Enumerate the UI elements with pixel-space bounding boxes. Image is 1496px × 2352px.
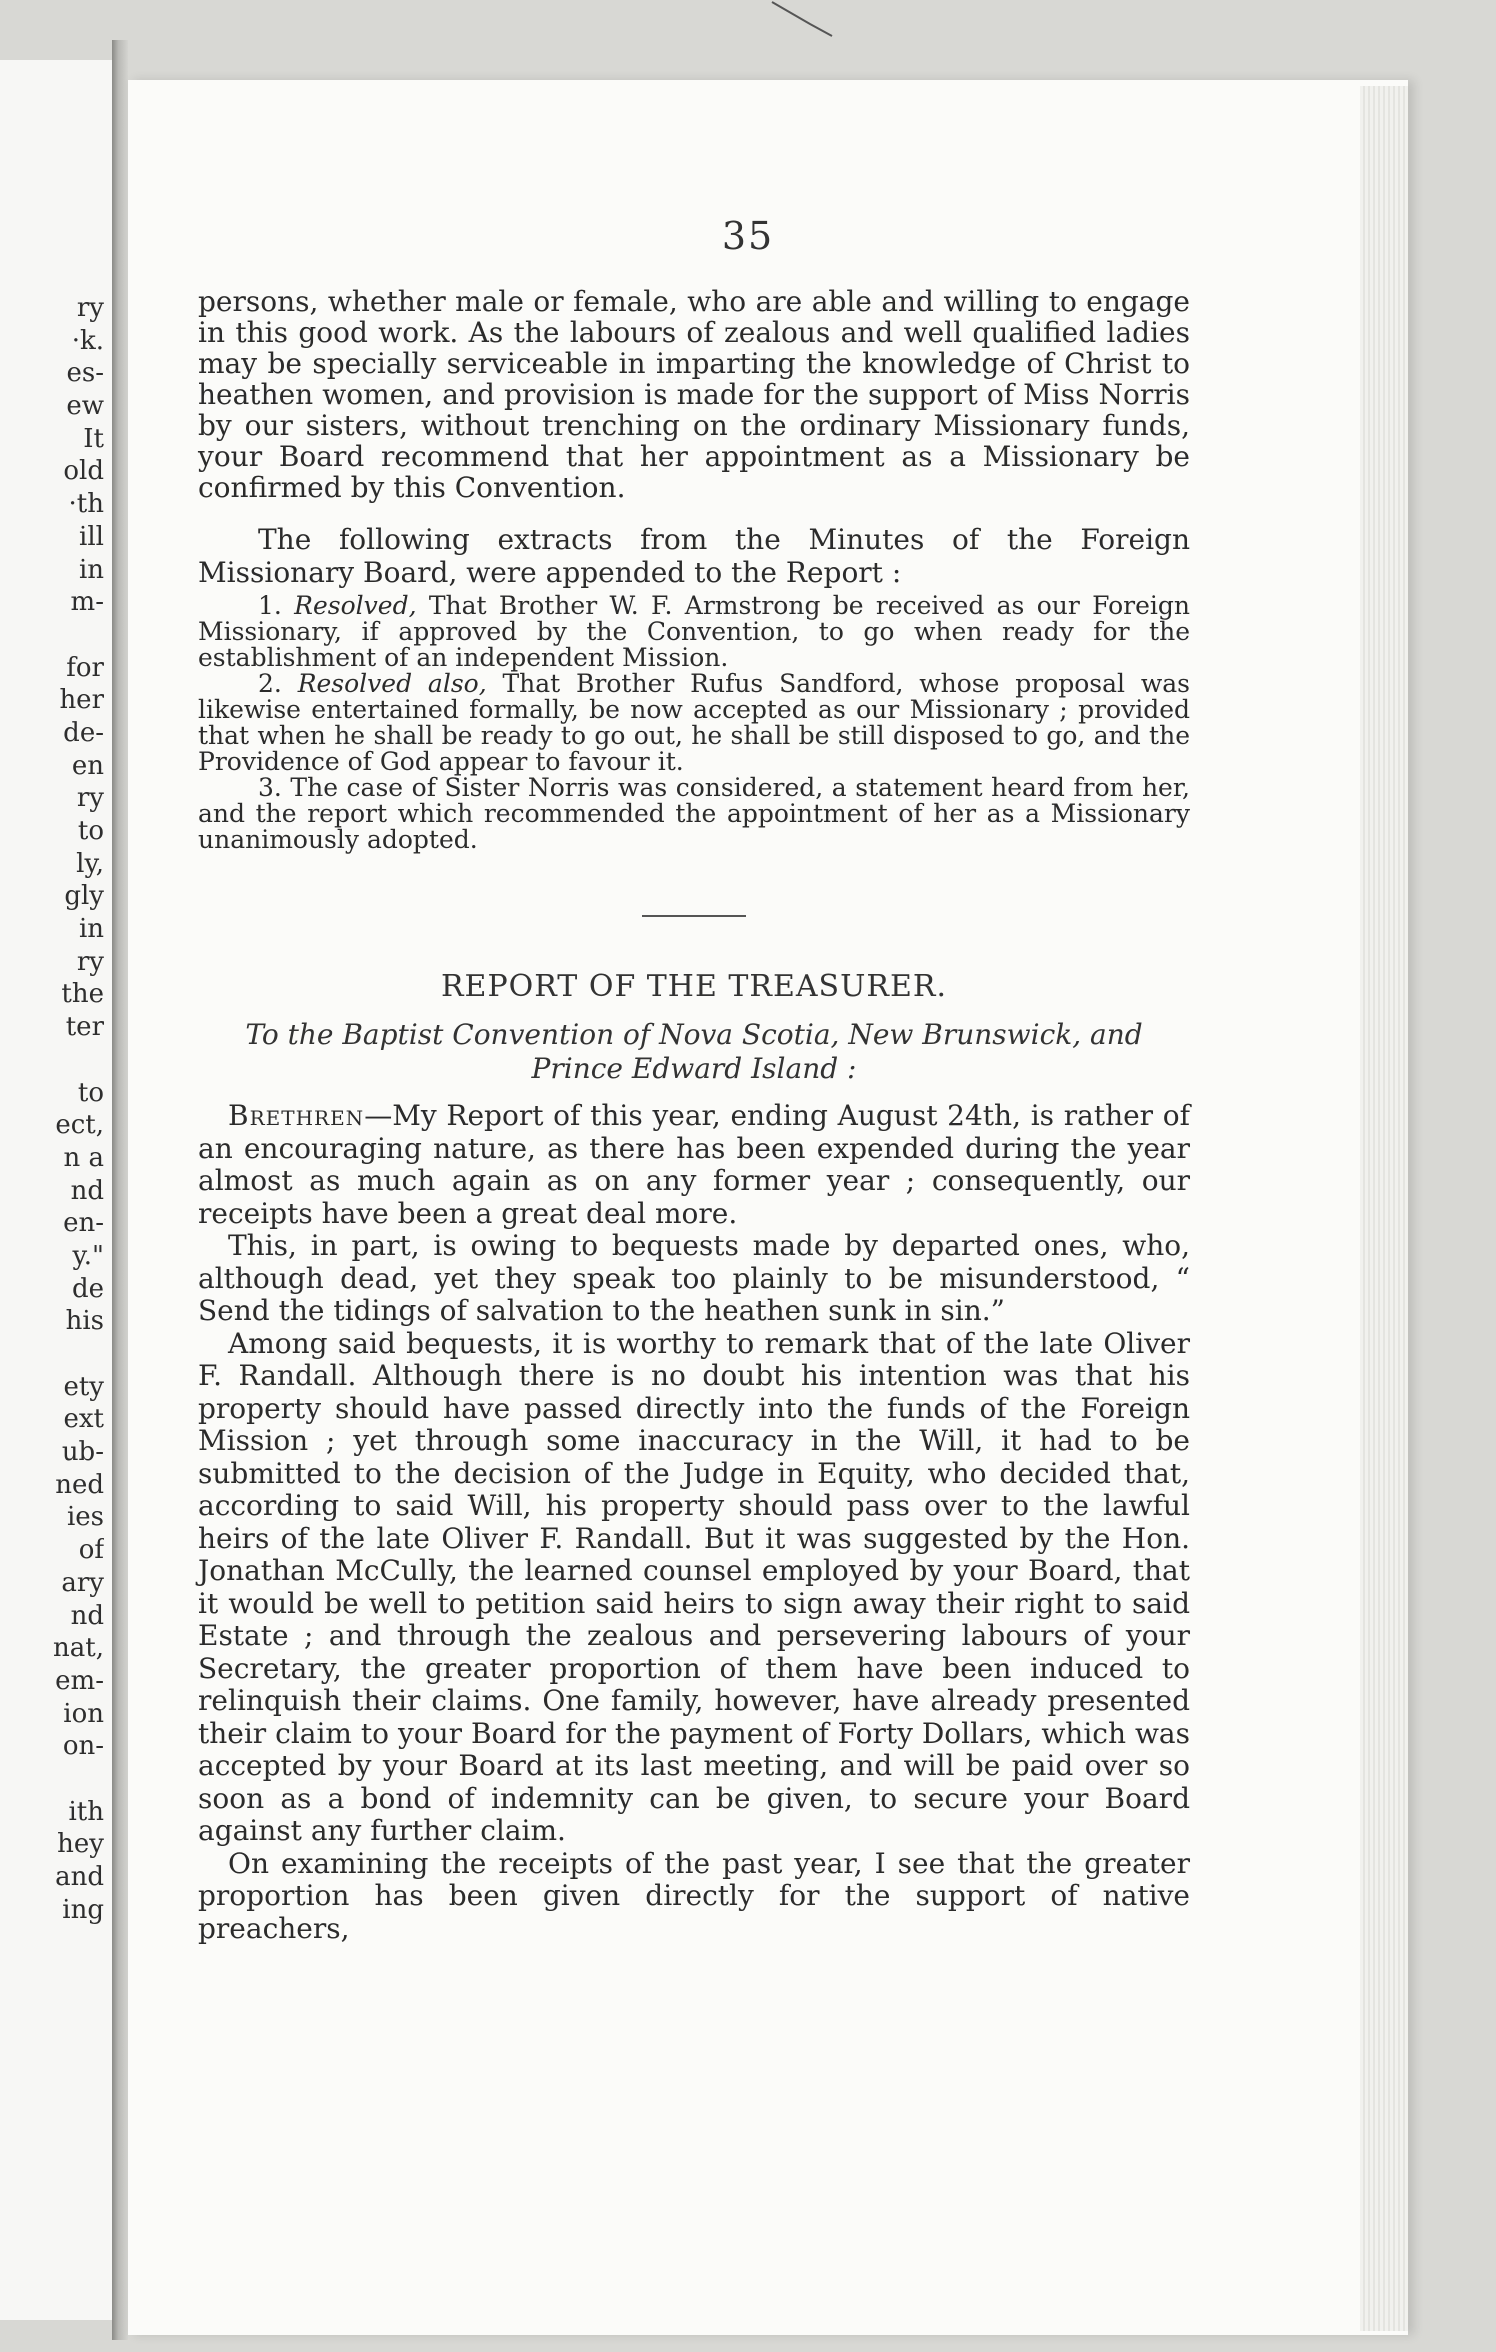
fragment-line: ing <box>62 1894 104 1925</box>
fragment-line <box>0 1763 104 1796</box>
fragment-line <box>0 1044 104 1077</box>
fragment-line: on- <box>62 1731 104 1762</box>
fragment-line: n a <box>63 1142 104 1173</box>
fragment-line: gly <box>64 881 104 912</box>
fragment-line: to <box>77 1077 104 1108</box>
fragment-line: ly, <box>76 848 104 879</box>
fragment-line: ith <box>68 1796 104 1827</box>
fragment-line: de- <box>63 717 104 748</box>
facing-page-text-fragments <box>0 292 104 1926</box>
fragment-line: ry <box>76 946 104 977</box>
fragment-line: m- <box>70 587 104 618</box>
fragment-line: ry <box>76 783 104 814</box>
fragment-line: en- <box>63 1208 104 1239</box>
fragment-line: nat, <box>53 1633 104 1664</box>
fragment-line: nd <box>70 1600 104 1631</box>
fragment-line: It <box>83 423 104 454</box>
fragment-line <box>0 619 104 652</box>
fragment-line: ety <box>63 1371 104 1402</box>
section-divider <box>642 915 746 917</box>
report-paragraph: On examining the receipts of the past year, I see that the greater proportion has been given directly for the support of native preachers, <box>198 1846 1190 1945</box>
resolutions-list <box>198 593 1190 853</box>
fragment-line: of <box>78 1535 104 1566</box>
resolution-item <box>198 593 1190 671</box>
fragment-line: nd <box>70 1175 104 1206</box>
fragment-line: hey <box>57 1829 104 1860</box>
fragment-line: to <box>77 816 104 846</box>
report-paragraph: Among said bequests, it is worthy to remark that of the late Oliver F. Randall. Although there is no doubt his intention was that his property should have passed directly into the funds of the Foreign Mission ; yet through some inaccuracy in the Will, it had to be submitted to the decision of the Judge in Equity, who decided that, according to said Will, his property should pass over to the lawful heirs of the late Oliver F. Randall. But it was suggested by the Hon. Jonathan McCully, the learned counsel employed by your Board, that it would be well to petition said heirs to sign away their right to said Estate ; and through the zealous and persevering labours of your Secretary, the greater proportion of them have been induced to relinquish their claims. One family, however, have already presented their claim to your Board for the payment of Forty Dollars, which was accepted by your Board at its last meeting, and will be paid over so soon as a bond of indemnity can be given, to secure your Board against any further claim. <box>198 1326 1190 1847</box>
resolution-emphasis: Resolved also, <box>297 669 487 698</box>
fragment-line: in <box>78 914 104 945</box>
fragment-line: the <box>61 979 104 1010</box>
page-edges <box>1360 86 1408 2331</box>
fragment-line: ·k. <box>71 325 104 356</box>
fragment-line: ·th <box>68 489 104 520</box>
report-paragraph <box>198 1100 1190 1230</box>
paragraph-text: —My Report of this year, ending August 24th, is rather of an encouraging nature, as there has been expended during the year almost as much again as on any former year ; consequently, our receipts have been a great deal more. <box>198 1099 1190 1230</box>
resolution-number: 2. <box>258 669 298 698</box>
fragment-line: ry <box>76 293 104 323</box>
page-number: 35 <box>721 214 775 258</box>
fragment-line: ub- <box>61 1437 104 1468</box>
fragment-line: ext <box>63 1404 104 1435</box>
resolution-text: That Brother W. F. Armstrong be received as our Foreign Missionary, if approved by the Convention, to go when ready for the establishment of an independent Mission. <box>198 591 1190 672</box>
resolution-number: 3. <box>258 773 291 802</box>
salutation: Brethren <box>228 1099 365 1132</box>
fragment-line: ies <box>66 1502 104 1533</box>
resolution-number: 1. <box>258 591 295 620</box>
fragment-line: ion <box>63 1698 104 1729</box>
opening-paragraph: persons, whether male or female, who are able and willing to engage in this good work. As the labours of zealous and well qualified ladies may be specially serviceable in imparting the knowledge of Christ to heathen women, and provision is made for the support of Miss Norris by our sisters, without trenching on the ordinary Missionary funds, your Board recommend that her appointment as a Missionary be confirmed by this Convention. <box>198 285 1190 504</box>
fragment-line: old <box>63 456 104 487</box>
resolution-item <box>198 671 1190 775</box>
fragment-line <box>0 1338 104 1371</box>
fragment-line: her <box>59 685 104 716</box>
fragment-line: ary <box>61 1567 104 1598</box>
fragment-line: ill <box>79 521 104 552</box>
main-text-column <box>198 286 1190 1945</box>
report-title: REPORT OF THE TREASURER. <box>440 969 948 1004</box>
resolution-emphasis: Resolved, <box>294 591 417 620</box>
fragment-line: ter <box>65 1012 104 1043</box>
resolution-item <box>198 775 1190 853</box>
fragment-line: in <box>78 554 104 585</box>
fragment-line: de <box>71 1273 104 1304</box>
fragment-line: ned <box>55 1469 104 1500</box>
resolution-text: That Brother Rufus Sandford, whose proposal was likewise entertained formally, be now accepted as our Missionary ; provided that when he shall be ready to go out, he shall be still disposed to go, and the Providence of God appear to favour it. <box>198 669 1191 776</box>
fragment-line: en <box>71 750 104 781</box>
address-line: To the Baptist Convention of Nova Scotia, New Brunswick, and Prince Edward Island : <box>245 1018 1143 1085</box>
fragment-line: em- <box>55 1665 104 1696</box>
fragment-line: ew <box>66 391 104 422</box>
fragment-line: for <box>66 652 104 683</box>
fragment-line: y." <box>72 1240 104 1271</box>
report-paragraph: This, in part, is owing to bequests made by departed ones, who, although dead, yet they speak too plainly to be misunderstood, “ Send the tidings of salvation to the heathen sunk in sin.” <box>198 1229 1190 1327</box>
fragment-line: es- <box>66 358 104 389</box>
resolution-text: The case of Sister Norris was considered, a statement heard from her, and the report which recommended the appointment of her as a Missionary unanimously adopted. <box>198 773 1190 854</box>
fragment-line: ect, <box>55 1110 104 1141</box>
scan-artifact <box>770 0 840 40</box>
fragment-line: and <box>55 1862 104 1892</box>
book-gutter <box>112 40 128 2340</box>
extracts-intro: The following extracts from the Minutes of the Foreign Missionary Board, were appended to the Report : <box>198 523 1190 589</box>
fragment-line: his <box>65 1306 104 1337</box>
